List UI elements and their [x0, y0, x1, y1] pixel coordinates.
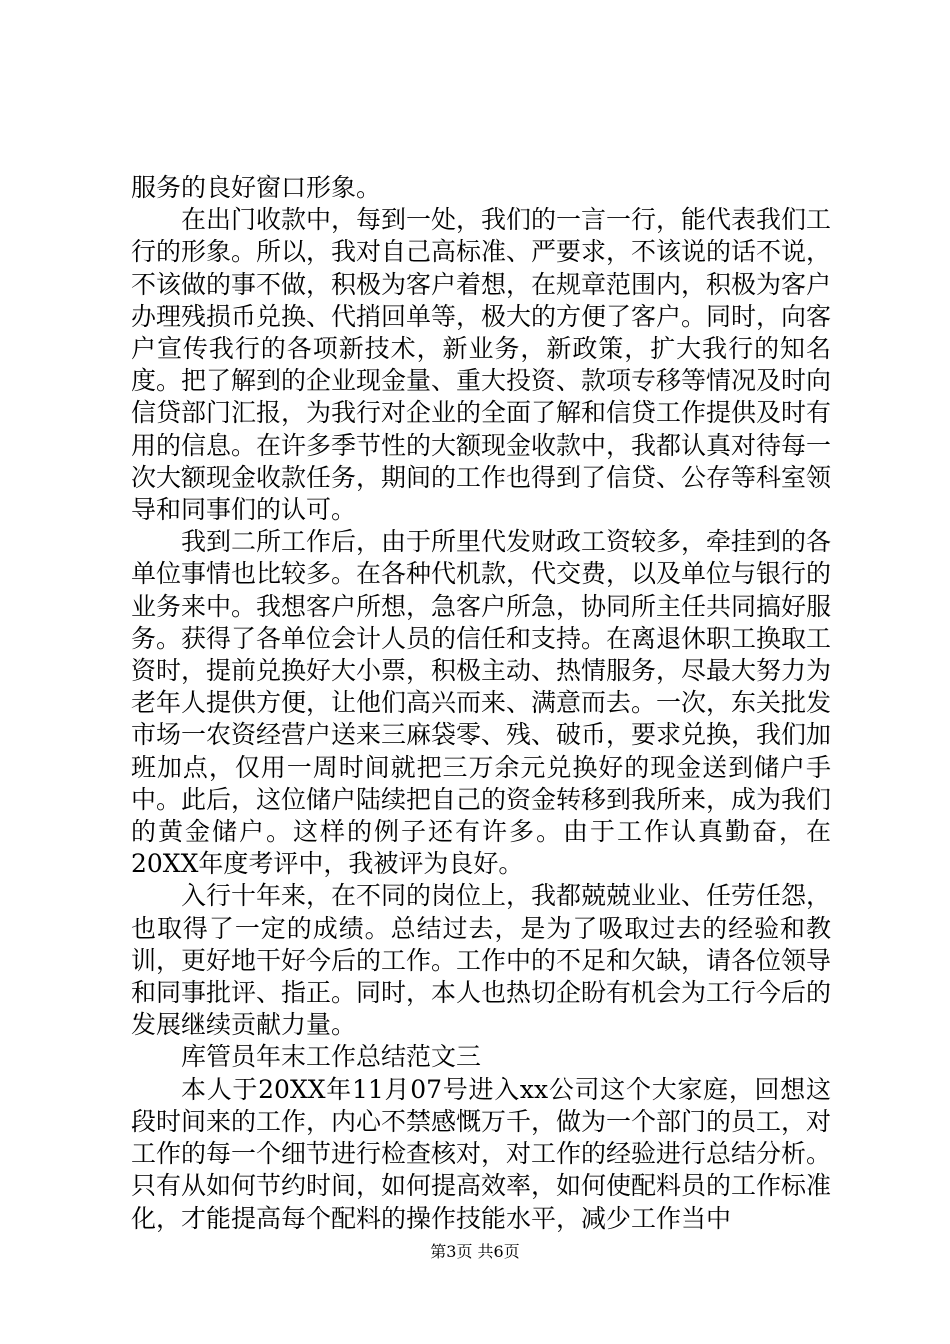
section-heading: 库管员年末工作总结范文三: [181, 1042, 482, 1072]
paragraph-warehouse-keeper: 本人于20XX年11月07号进入xx公司这个大家庭，回想这段时间来的工作，内心不禁感慨万千，做为一个部门的员工，对工作的每一个细节进行检查核对，对工作的经验进行总结分析。只有从如何节约时间，如何提高效率，如何使配料员的工作标准化，才能提高每个配料的操作技能水平，减少工作当中: [131, 1074, 832, 1233]
page-number-footer: 第3页 共6页: [430, 1242, 520, 1261]
paragraph-ten-years: 入行十年来，在不同的岗位上，我都兢兢业业、任劳任怨，也取得了一定的成绩。总结过去，是为了吸取过去的经验和教训，更好地干好今后的工作。工作中的不足和欠缺，请各位领导和同事批评、指正。同时，本人也热切企盼有机会为工行今后的发展继续贡献力量。: [131, 881, 832, 1040]
paragraph-continuation: 服务的良好窗口形象。: [131, 173, 382, 202]
paragraph-collection-work: 在出门收款中，每到一处，我们的一言一行，能代表我们工行的形象。所以，我对自己高标准、严要求，不该说的话不说，不该做的事不做，积极为客户着想，在规章范围内，积极为客户办理残损币兑换、代捎回单等，极大的方便了客户。同时，向客户宣传我行的各项新技术，新业务，新政策，扩大我行的知名度。把了解到的企业现金量、重大投资、款项专移等情况及时向信贷部门汇报，为我行对企业的全面了解和信贷工作提供及时有用的信息。在许多季节性的大额现金收款中，我都认真对待每一次大额现金收款任务，期间的工作也得到了信贷、公存等科室领导和同事们的认可。: [131, 205, 832, 525]
paragraph-second-branch: 我到二所工作后，由于所里代发财政工资较多，牵挂到的各单位事情也比较多。在各种代机款，代交费，以及单位与银行的业务来中。我想客户所想，急客户所急，协同所主任共同搞好服务。获得了各单位会计人员的信任和支持。在离退休职工换取工资时，提前兑换好大小票，积极主动、热情服务，尽最大努力为老年人提供方便，让他们高兴而来、满意而去。一次，东关批发市场一农资经营户送来三麻袋零、残、破币，要求兑换，我们加班加点，仅用一周时间就把三万余元兑换好的现金送到储户手中。此后，这位储户陆续把自己的资金转移到我所来，成为我们的黄金储户。这样的例子还有许多。由于工作认真勤奋，在20XX年度考评中，我被评为良好。: [131, 527, 832, 879]
document-body: [131, 172, 831, 1235]
